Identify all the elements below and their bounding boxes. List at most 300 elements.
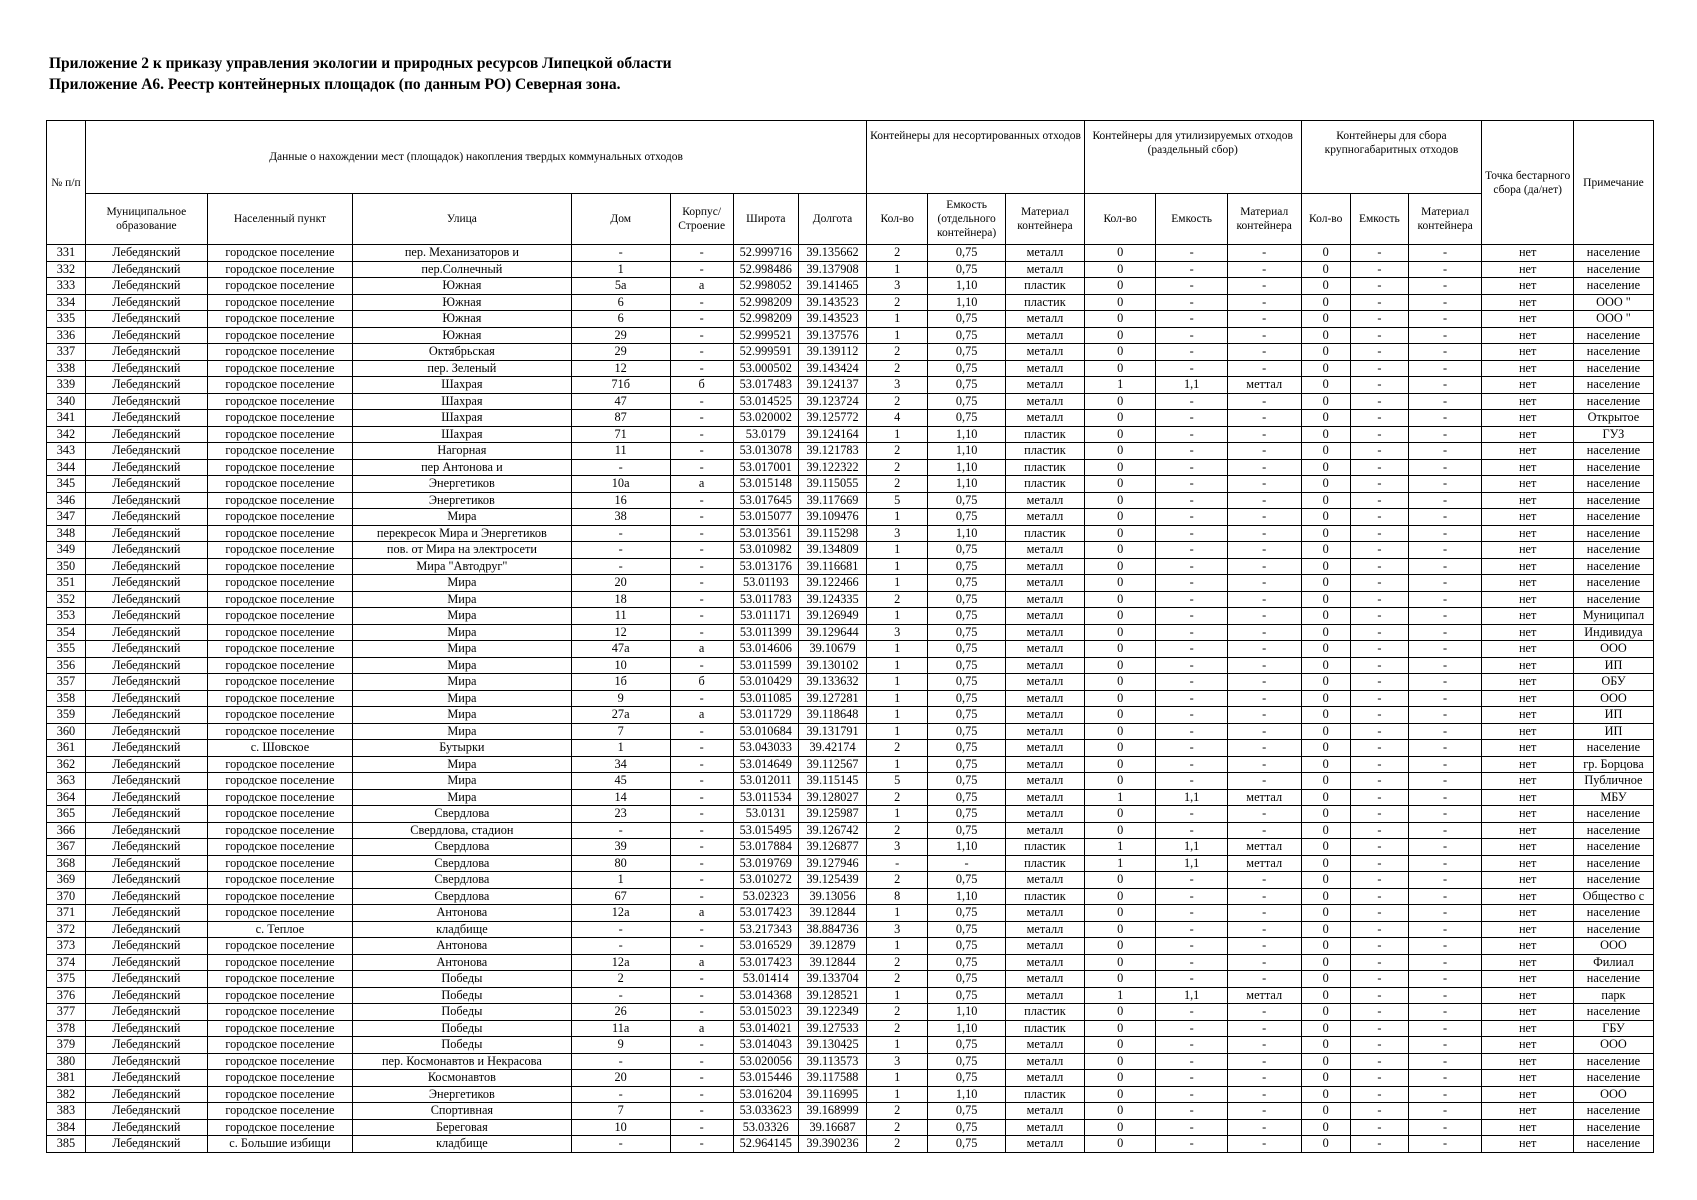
cell-u-count: 2 [867, 1136, 928, 1153]
cell-r-material: - [1227, 624, 1301, 641]
cell-b-material: - [1408, 641, 1482, 658]
cell-u-capacity: 1,10 [928, 426, 1006, 443]
cell-r-capacity: - [1156, 674, 1228, 691]
cell-r-capacity: - [1156, 558, 1228, 575]
cell-num: 341 [47, 410, 86, 427]
cell-lon: 39.126877 [798, 839, 866, 856]
cell-b-material: - [1408, 558, 1482, 575]
cell-note: население [1573, 1004, 1653, 1021]
cell-b-capacity: - [1350, 426, 1408, 443]
cell-building: - [670, 1119, 733, 1136]
cell-u-capacity: 1,10 [928, 476, 1006, 493]
cell-u-count: 2 [867, 360, 928, 377]
cell-num: 345 [47, 476, 86, 493]
cell-num: 369 [47, 872, 86, 889]
cell-note: МБУ [1573, 789, 1653, 806]
cell-b-material: - [1408, 971, 1482, 988]
cell-u-count: 2 [867, 1103, 928, 1120]
cell-num: 379 [47, 1037, 86, 1054]
cell-r-capacity: - [1156, 773, 1228, 790]
cell-num: 381 [47, 1070, 86, 1087]
cell-num: 351 [47, 575, 86, 592]
cell-settlement: городское поселение [207, 1053, 352, 1070]
cell-lat: 52.999591 [733, 344, 798, 361]
cell-u-capacity: 1,10 [928, 525, 1006, 542]
cell-house: 1б [571, 674, 670, 691]
table-row [47, 608, 1654, 625]
cell-r-material: - [1227, 1037, 1301, 1054]
cell-num: 354 [47, 624, 86, 641]
table-row [47, 410, 1654, 427]
cell-r-count: 0 [1084, 327, 1156, 344]
cell-b-capacity: - [1350, 476, 1408, 493]
cell-point: нет [1482, 311, 1573, 328]
cell-note: ИП [1573, 723, 1653, 740]
cell-b-capacity: - [1350, 377, 1408, 394]
cell-num: 340 [47, 393, 86, 410]
cell-r-capacity: - [1156, 1119, 1228, 1136]
table-row [47, 657, 1654, 674]
cell-lat: 53.017423 [733, 954, 798, 971]
cell-u-material: металл [1006, 492, 1085, 509]
cell-point: нет [1482, 987, 1573, 1004]
cell-municipality: Лебедянский [85, 492, 207, 509]
cell-building: а [670, 1020, 733, 1037]
cell-u-count: 1 [867, 311, 928, 328]
cell-municipality: Лебедянский [85, 558, 207, 575]
cell-municipality: Лебедянский [85, 938, 207, 955]
cell-b-count: 0 [1301, 261, 1350, 278]
cell-u-capacity: 0,75 [928, 690, 1006, 707]
cell-settlement: городское поселение [207, 509, 352, 526]
cell-building: - [670, 327, 733, 344]
cell-b-capacity: - [1350, 327, 1408, 344]
cell-r-material: - [1227, 410, 1301, 427]
cell-b-count: 0 [1301, 591, 1350, 608]
cell-num: 342 [47, 426, 86, 443]
cell-lat: 53.014043 [733, 1037, 798, 1054]
cell-settlement: городское поселение [207, 1119, 352, 1136]
cell-settlement: городское поселение [207, 971, 352, 988]
cell-house: 45 [571, 773, 670, 790]
cell-u-count: 5 [867, 492, 928, 509]
cell-b-count: 0 [1301, 872, 1350, 889]
cell-r-capacity: - [1156, 575, 1228, 592]
cell-settlement: городское поселение [207, 1086, 352, 1103]
cell-lat: 53.015023 [733, 1004, 798, 1021]
cell-b-material: - [1408, 608, 1482, 625]
cell-lon: 39.116995 [798, 1086, 866, 1103]
cell-note: ООО [1573, 690, 1653, 707]
cell-point: нет [1482, 294, 1573, 311]
cell-municipality: Лебедянский [85, 377, 207, 394]
cell-b-capacity: - [1350, 839, 1408, 856]
cell-u-material: пластик [1006, 1020, 1085, 1037]
cell-street: пер.Солнечный [353, 261, 572, 278]
cell-settlement: городское поселение [207, 641, 352, 658]
cell-note: Филиал [1573, 954, 1653, 971]
cell-b-material: - [1408, 756, 1482, 773]
cell-u-count: 3 [867, 525, 928, 542]
cell-u-material: пластик [1006, 1004, 1085, 1021]
cell-point: нет [1482, 344, 1573, 361]
cell-house: - [571, 459, 670, 476]
cell-u-capacity: 1,10 [928, 1020, 1006, 1037]
cell-u-material: металл [1006, 690, 1085, 707]
cell-u-capacity: 0,75 [928, 591, 1006, 608]
cell-lon: 39.143523 [798, 294, 866, 311]
header-num: № п/п [47, 121, 86, 245]
cell-u-count: 2 [867, 740, 928, 757]
cell-u-material: металл [1006, 624, 1085, 641]
cell-r-material: - [1227, 674, 1301, 691]
cell-municipality: Лебедянский [85, 476, 207, 493]
cell-r-material: - [1227, 558, 1301, 575]
cell-b-count: 0 [1301, 954, 1350, 971]
cell-r-count: 0 [1084, 311, 1156, 328]
cell-u-count: 5 [867, 773, 928, 790]
cell-r-count: 0 [1084, 393, 1156, 410]
cell-u-capacity: 0,75 [928, 624, 1006, 641]
cell-r-capacity: - [1156, 311, 1228, 328]
cell-settlement: с. Теплое [207, 921, 352, 938]
cell-r-capacity: - [1156, 872, 1228, 889]
cell-lon: 39.137576 [798, 327, 866, 344]
cell-u-capacity: 0,75 [928, 789, 1006, 806]
cell-r-material: - [1227, 311, 1301, 328]
cell-building: - [670, 492, 733, 509]
cell-lon: 39.129644 [798, 624, 866, 641]
cell-note: ИП [1573, 657, 1653, 674]
cell-r-material: - [1227, 1004, 1301, 1021]
cell-b-material: - [1408, 294, 1482, 311]
cell-num: 356 [47, 657, 86, 674]
cell-u-capacity: 1,10 [928, 839, 1006, 856]
cell-r-capacity: - [1156, 723, 1228, 740]
cell-house: - [571, 1136, 670, 1153]
cell-building: - [670, 872, 733, 889]
cell-note: ООО " [1573, 311, 1653, 328]
cell-lon: 39.125987 [798, 806, 866, 823]
cell-r-material: - [1227, 608, 1301, 625]
cell-b-material: - [1408, 245, 1482, 262]
cell-house: 80 [571, 855, 670, 872]
cell-r-material: - [1227, 723, 1301, 740]
table-row [47, 443, 1654, 460]
cell-house: 20 [571, 575, 670, 592]
cell-lat: 53.217343 [733, 921, 798, 938]
cell-municipality: Лебедянский [85, 1136, 207, 1153]
cell-r-material: - [1227, 525, 1301, 542]
cell-lon: 39.12844 [798, 905, 866, 922]
cell-note: ИП [1573, 707, 1653, 724]
cell-settlement: городское поселение [207, 443, 352, 460]
table-row [47, 575, 1654, 592]
cell-b-material: - [1408, 905, 1482, 922]
cell-r-capacity: - [1156, 591, 1228, 608]
cell-b-count: 0 [1301, 492, 1350, 509]
cell-municipality: Лебедянский [85, 459, 207, 476]
cell-building: - [670, 1004, 733, 1021]
cell-settlement: городское поселение [207, 657, 352, 674]
cell-b-capacity: - [1350, 1004, 1408, 1021]
cell-settlement: городское поселение [207, 377, 352, 394]
cell-lat: 53.0179 [733, 426, 798, 443]
cell-b-material: - [1408, 888, 1482, 905]
cell-lat: 53.014606 [733, 641, 798, 658]
cell-lon: 39.133704 [798, 971, 866, 988]
cell-u-material: металл [1006, 558, 1085, 575]
cell-b-material: - [1408, 1119, 1482, 1136]
cell-point: нет [1482, 839, 1573, 856]
cell-num: 333 [47, 278, 86, 295]
document-titles [49, 53, 672, 95]
cell-house: 2 [571, 971, 670, 988]
cell-num: 348 [47, 525, 86, 542]
cell-b-count: 0 [1301, 542, 1350, 559]
cell-lat: 53.011729 [733, 707, 798, 724]
cell-b-count: 0 [1301, 608, 1350, 625]
cell-lon: 39.135662 [798, 245, 866, 262]
cell-b-material: - [1408, 344, 1482, 361]
cell-settlement: городское поселение [207, 393, 352, 410]
cell-municipality: Лебедянский [85, 624, 207, 641]
cell-r-count: 1 [1084, 839, 1156, 856]
cell-b-material: - [1408, 624, 1482, 641]
cell-lon: 39.134809 [798, 542, 866, 559]
cell-street: перекресок Мира и Энергетиков [353, 525, 572, 542]
cell-point: нет [1482, 1020, 1573, 1037]
cell-building: - [670, 1037, 733, 1054]
cell-building: - [670, 773, 733, 790]
cell-b-capacity: - [1350, 311, 1408, 328]
cell-b-material: - [1408, 278, 1482, 295]
cell-b-material: - [1408, 690, 1482, 707]
cell-note: Общество с [1573, 888, 1653, 905]
cell-b-capacity: - [1350, 674, 1408, 691]
cell-municipality: Лебедянский [85, 756, 207, 773]
cell-lat: 53.033623 [733, 1103, 798, 1120]
cell-u-count: 2 [867, 822, 928, 839]
cell-u-material: металл [1006, 756, 1085, 773]
cell-b-capacity: - [1350, 987, 1408, 1004]
cell-b-count: 0 [1301, 393, 1350, 410]
cell-lat: 52.998052 [733, 278, 798, 295]
table-row [47, 344, 1654, 361]
table-row [47, 1086, 1654, 1103]
cell-b-count: 0 [1301, 888, 1350, 905]
cell-num: 376 [47, 987, 86, 1004]
cell-building: а [670, 278, 733, 295]
cell-r-material: - [1227, 1070, 1301, 1087]
cell-u-count: 2 [867, 1004, 928, 1021]
cell-r-material: - [1227, 1103, 1301, 1120]
cell-building: - [670, 740, 733, 757]
cell-num: 344 [47, 459, 86, 476]
table-row [47, 1020, 1654, 1037]
cell-b-count: 0 [1301, 657, 1350, 674]
cell-u-material: металл [1006, 1103, 1085, 1120]
cell-u-count: 8 [867, 888, 928, 905]
cell-r-count: 0 [1084, 360, 1156, 377]
cell-building: - [670, 294, 733, 311]
cell-b-capacity: - [1350, 294, 1408, 311]
cell-municipality: Лебедянский [85, 344, 207, 361]
cell-b-count: 0 [1301, 822, 1350, 839]
cell-settlement: городское поселение [207, 294, 352, 311]
cell-r-capacity: - [1156, 509, 1228, 526]
cell-house: 11 [571, 608, 670, 625]
cell-note: гр. Борцова [1573, 756, 1653, 773]
cell-building: - [670, 459, 733, 476]
cell-note: население [1573, 393, 1653, 410]
cell-lat: 53.01193 [733, 575, 798, 592]
cell-note: население [1573, 839, 1653, 856]
cell-house: - [571, 542, 670, 559]
cell-u-capacity: 0,75 [928, 657, 1006, 674]
cell-municipality: Лебедянский [85, 888, 207, 905]
cell-b-material: - [1408, 789, 1482, 806]
cell-b-count: 0 [1301, 344, 1350, 361]
cell-point: нет [1482, 1103, 1573, 1120]
cell-u-material: металл [1006, 311, 1085, 328]
cell-r-material: - [1227, 426, 1301, 443]
cell-point: нет [1482, 525, 1573, 542]
cell-u-count: 1 [867, 723, 928, 740]
cell-lon: 39.115298 [798, 525, 866, 542]
cell-u-material: металл [1006, 575, 1085, 592]
table-row [47, 492, 1654, 509]
cell-note: население [1573, 261, 1653, 278]
cell-note: население [1573, 476, 1653, 493]
cell-b-capacity: - [1350, 806, 1408, 823]
cell-street: Антонова [353, 938, 572, 955]
cell-note: население [1573, 278, 1653, 295]
cell-u-count: 1 [867, 905, 928, 922]
cell-point: нет [1482, 608, 1573, 625]
cell-r-count: 0 [1084, 245, 1156, 262]
cell-u-capacity: 0,75 [928, 1103, 1006, 1120]
cell-building: - [670, 525, 733, 542]
cell-u-count: 1 [867, 938, 928, 955]
cell-note: ООО [1573, 1037, 1653, 1054]
cell-lon: 39.116681 [798, 558, 866, 575]
cell-u-count: 1 [867, 558, 928, 575]
cell-u-material: металл [1006, 1070, 1085, 1087]
table-row [47, 740, 1654, 757]
cell-lat: 53.012011 [733, 773, 798, 790]
cell-u-material: металл [1006, 360, 1085, 377]
cell-lat: 53.017884 [733, 839, 798, 856]
cell-u-count: 3 [867, 624, 928, 641]
cell-u-capacity: 0,75 [928, 987, 1006, 1004]
cell-u-count: 1 [867, 261, 928, 278]
cell-point: нет [1482, 492, 1573, 509]
cell-u-capacity: 1,10 [928, 888, 1006, 905]
cell-note: население [1573, 360, 1653, 377]
cell-lat: 53.013176 [733, 558, 798, 575]
cell-municipality: Лебедянский [85, 294, 207, 311]
cell-house: 47а [571, 641, 670, 658]
cell-r-count: 0 [1084, 261, 1156, 278]
table-row [47, 1037, 1654, 1054]
cell-house: 26 [571, 1004, 670, 1021]
cell-street: Энергетиков [353, 492, 572, 509]
cell-street: Космонавтов [353, 1070, 572, 1087]
cell-building: - [670, 360, 733, 377]
cell-u-material: металл [1006, 591, 1085, 608]
cell-u-capacity: 0,75 [928, 575, 1006, 592]
cell-house: 6 [571, 311, 670, 328]
header-lat: Широта [733, 194, 798, 245]
cell-r-material: - [1227, 278, 1301, 295]
cell-lat: 53.011399 [733, 624, 798, 641]
cell-lat: 53.043033 [733, 740, 798, 757]
cell-note: население [1573, 591, 1653, 608]
cell-b-capacity: - [1350, 459, 1408, 476]
cell-u-material: металл [1006, 806, 1085, 823]
table-row [47, 1119, 1654, 1136]
cell-b-material: - [1408, 707, 1482, 724]
cell-house: - [571, 525, 670, 542]
cell-municipality: Лебедянский [85, 443, 207, 460]
cell-municipality: Лебедянский [85, 1053, 207, 1070]
cell-u-capacity: 0,75 [928, 1136, 1006, 1153]
cell-lat: 53.010982 [733, 542, 798, 559]
cell-b-count: 0 [1301, 789, 1350, 806]
cell-street: Свердлова [353, 855, 572, 872]
table-row [47, 245, 1654, 262]
cell-r-count: 0 [1084, 921, 1156, 938]
cell-u-material: пластик [1006, 426, 1085, 443]
cell-r-count: 0 [1084, 575, 1156, 592]
cell-settlement: городское поселение [207, 459, 352, 476]
cell-r-material: меттал [1227, 839, 1301, 856]
cell-lon: 39.127946 [798, 855, 866, 872]
table-row [47, 641, 1654, 658]
cell-r-capacity: - [1156, 360, 1228, 377]
cell-house: 67 [571, 888, 670, 905]
cell-u-material: металл [1006, 608, 1085, 625]
cell-b-capacity: - [1350, 344, 1408, 361]
cell-b-count: 0 [1301, 294, 1350, 311]
header-r-capacity: Емкость [1156, 194, 1228, 245]
cell-u-material: металл [1006, 723, 1085, 740]
table-row [47, 459, 1654, 476]
cell-num: 360 [47, 723, 86, 740]
cell-r-count: 0 [1084, 971, 1156, 988]
cell-lat: 53.014021 [733, 1020, 798, 1037]
cell-settlement: городское поселение [207, 575, 352, 592]
cell-street: Спортивная [353, 1103, 572, 1120]
cell-u-capacity: 1,10 [928, 459, 1006, 476]
cell-point: нет [1482, 261, 1573, 278]
cell-lat: 53.013561 [733, 525, 798, 542]
cell-street: Мира [353, 674, 572, 691]
table-row [47, 1004, 1654, 1021]
cell-r-material: - [1227, 575, 1301, 592]
cell-settlement: городское поселение [207, 476, 352, 493]
header-municipality: Муниципальное образование [85, 194, 207, 245]
cell-u-capacity: 0,75 [928, 261, 1006, 278]
cell-street: Свердлова, стадион [353, 822, 572, 839]
cell-num: 359 [47, 707, 86, 724]
cell-u-material: металл [1006, 1136, 1085, 1153]
table-row [47, 294, 1654, 311]
cell-b-capacity: - [1350, 1086, 1408, 1103]
table-row [47, 723, 1654, 740]
cell-municipality: Лебедянский [85, 905, 207, 922]
